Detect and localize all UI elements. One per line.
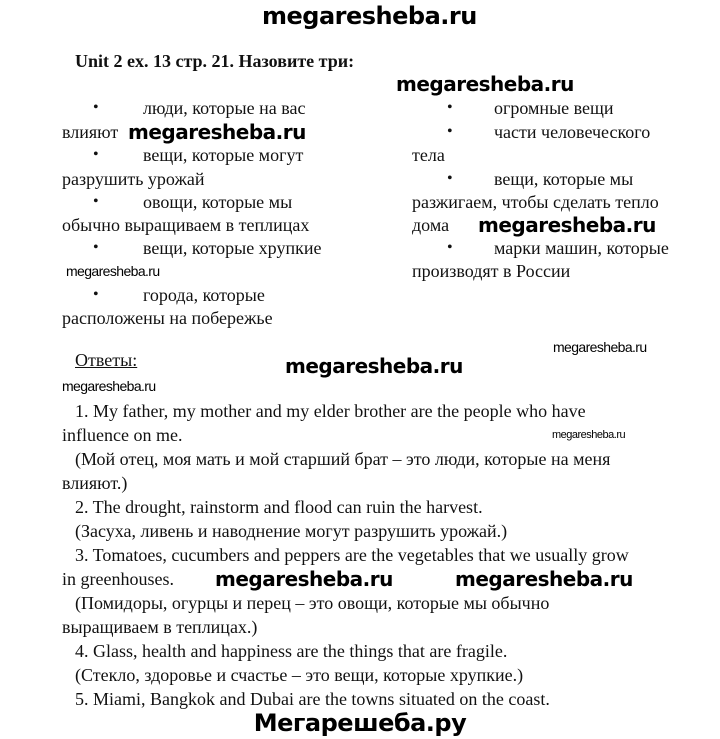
answers-heading: Ответы: — [75, 350, 138, 370]
answer-line: выращиваем в теплицах.) — [62, 617, 258, 637]
bullet: • — [447, 123, 453, 140]
bullet: • — [447, 170, 453, 187]
watermark: megaresheba.ru — [66, 263, 160, 279]
bullet: • — [93, 146, 99, 163]
answer-line: (Стекло, здоровье и счастье – это вещи, которые хрупкие.) — [75, 665, 524, 685]
list-item-line: производят в России — [412, 261, 571, 281]
watermark: megaresheba.ru — [455, 567, 633, 591]
bullet: • — [93, 286, 99, 303]
watermark: megaresheba.ru — [62, 378, 156, 394]
answer-line: 4. Glass, health and happiness are the things that are fragile. — [75, 641, 508, 661]
answer-line: influence on me. — [62, 425, 183, 445]
list-item-line: обычно выращиваем в теплицах — [62, 215, 310, 235]
watermark: megaresheba.ru — [478, 213, 656, 237]
bullet: • — [447, 239, 453, 256]
bullet: • — [93, 239, 99, 256]
list-item-line: тела — [412, 145, 445, 165]
list-item-line: разжигаем, чтобы сделать тепло — [412, 192, 659, 212]
watermark: megaresheba.ru — [553, 339, 647, 355]
bullet: • — [447, 99, 453, 116]
bullet: • — [93, 193, 99, 210]
list-item-line: вещи, которые хрупкие — [143, 238, 322, 258]
answer-line: (Мой отец, моя мать и мой старший брат – это люди, которые на меня — [75, 449, 611, 469]
list-item-line: части человеческого — [494, 122, 651, 142]
watermark: megaresheba.ru — [128, 120, 306, 144]
answer-line: 1. My father, my mother and my elder brother are the people who have — [75, 401, 586, 421]
answer-line: влияют.) — [62, 473, 128, 493]
answer-line: 5. Miami, Bangkok and Dubai are the towns situated on the coast. — [75, 689, 550, 709]
list-item-line: влияют — [62, 122, 119, 142]
watermark-top: megaresheba.ru — [262, 2, 477, 30]
watermark: megaresheba.ru — [552, 429, 626, 441]
answer-line: (Засуха, ливень и наводнение могут разрушить урожай.) — [75, 521, 508, 541]
answer-line: 2. The drought, rainstorm and flood can ruin the harvest. — [75, 497, 483, 517]
list-item-line: разрушить урожай — [62, 169, 205, 189]
watermark: megaresheba.ru — [396, 72, 574, 96]
bullet: • — [93, 99, 99, 116]
list-item-line: люди, которые на вас — [143, 98, 306, 118]
list-item-line: города, которые — [143, 285, 265, 305]
answer-line: in greenhouses. — [62, 569, 174, 589]
exercise-title: Unit 2 ex. 13 стр. 21. Назовите три: — [75, 51, 355, 71]
list-item-line: дома — [412, 215, 450, 235]
watermark: megaresheba.ru — [215, 567, 393, 591]
list-item-line: огромные вещи — [494, 98, 614, 118]
list-item-line: овощи, которые мы — [143, 192, 293, 212]
watermark-bottom: Мегарешеба.ру — [253, 709, 467, 737]
answer-line: 3. Tomatoes, cucumbers and peppers are the vegetables that we usually grow — [75, 545, 629, 565]
list-item-line: вещи, которые могут — [143, 145, 304, 165]
list-item-line: расположены на побережье — [62, 308, 273, 328]
watermark: megaresheba.ru — [285, 354, 463, 378]
answer-line: (Помидоры, огурцы и перец – это овощи, которые мы обычно — [75, 593, 550, 613]
list-item-line: марки машин, которые — [494, 238, 669, 258]
list-item-line: вещи, которые мы — [494, 169, 634, 189]
